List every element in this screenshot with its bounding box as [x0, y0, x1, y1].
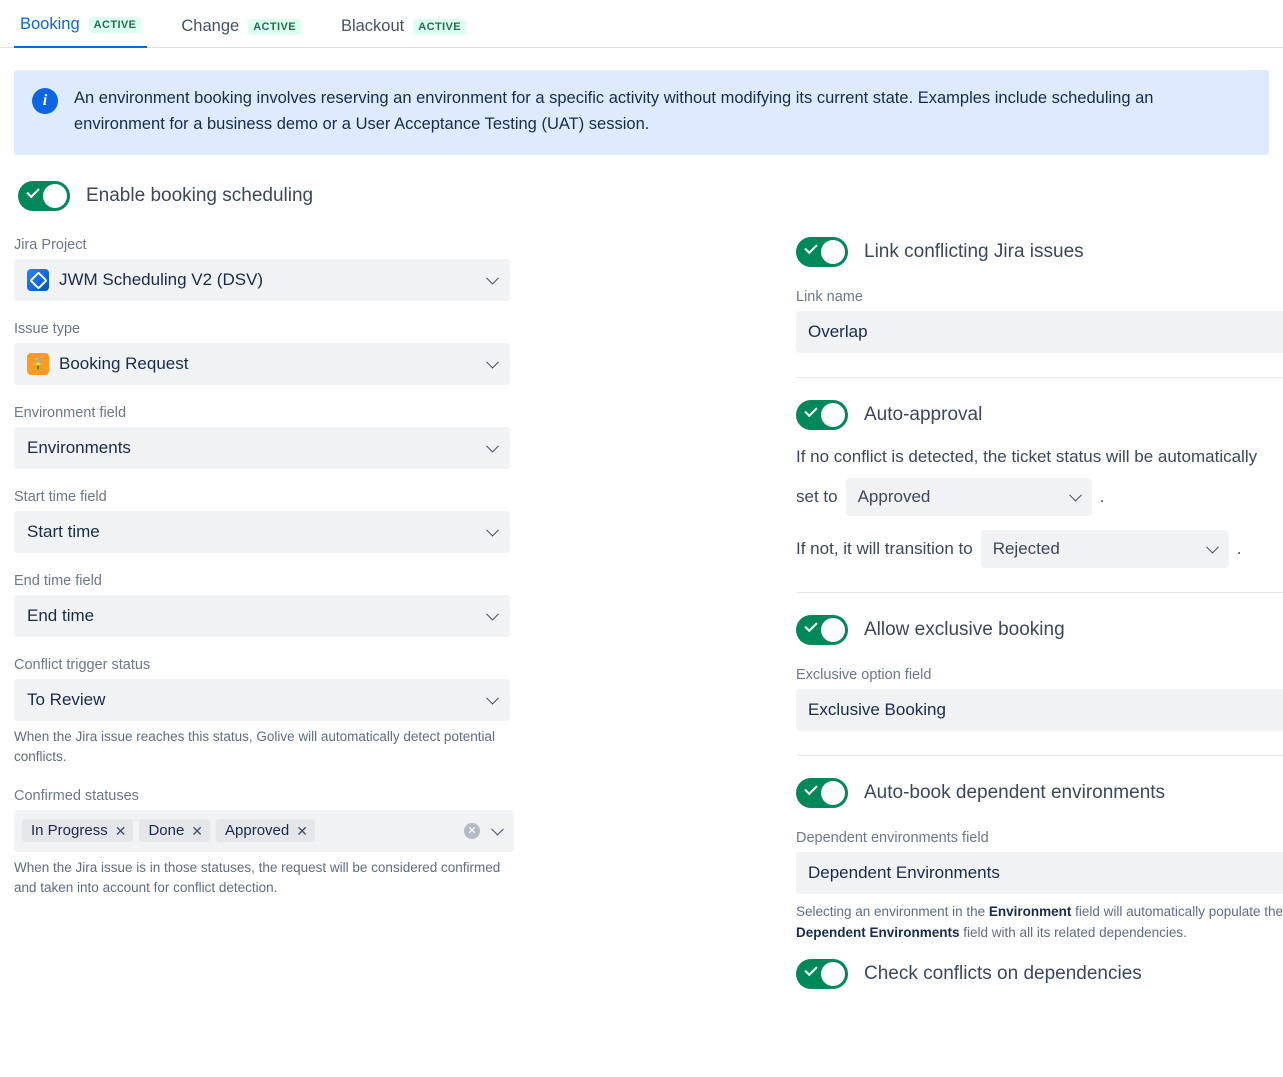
start-time-field-value: Start time: [27, 522, 100, 542]
settings-columns: [0, 237, 1283, 1009]
environment-field-select[interactable]: [14, 427, 510, 469]
confirmed-statuses-multiselect[interactable]: [14, 810, 514, 852]
chevron-down-icon: [486, 692, 499, 705]
rejected-status-select[interactable]: [981, 530, 1229, 568]
issue-type-field: [14, 321, 654, 385]
auto-approval-sentence: If no conflict is detected, the ticket status will be automatically: [796, 447, 1258, 467]
auto-approval-rejected-row: [796, 530, 1254, 568]
tab-bar: [0, 0, 1283, 48]
issue-type-value: Booking Request: [59, 354, 189, 374]
auto-approval-set-to-text: set to: [796, 486, 838, 506]
check-conflicts-label: Check conflicts on dependencies: [864, 963, 1142, 985]
left-column: [14, 237, 654, 1009]
start-time-field: [14, 489, 654, 553]
link-name-label: Link name: [796, 289, 863, 306]
dependent-environments-field-value: Dependent Environments: [808, 862, 1000, 882]
tab-booking-label: Booking: [20, 15, 80, 33]
enable-booking-label: Enable booking scheduling: [86, 185, 314, 207]
auto-book-dependent-label: Auto-book dependent environments: [864, 781, 1166, 803]
end-time-field-value: End time: [27, 606, 95, 626]
toggle-knob: [821, 781, 845, 805]
exclusive-option-field-select[interactable]: [796, 689, 1283, 731]
clear-all-icon[interactable]: ✕: [464, 823, 480, 839]
environment-field-value: Environments: [27, 438, 131, 458]
lock-icon: 🔒: [27, 353, 49, 375]
tab-booking[interactable]: [14, 15, 147, 48]
exclusive-option-field-value: Exclusive Booking: [808, 699, 946, 719]
chevron-down-icon: [486, 356, 499, 369]
tab-blackout[interactable]: [335, 17, 472, 48]
jira-project-label: Jira Project: [14, 237, 87, 254]
conflict-trigger-status-select[interactable]: [14, 679, 510, 721]
note-part-3: field with all its related dependencies.: [959, 924, 1187, 940]
check-icon: [26, 185, 39, 198]
rejected-status-value: Rejected: [992, 538, 1060, 558]
auto-approval-row: [796, 400, 1254, 430]
note-bold-dependent-environments: Dependent Environments: [796, 924, 960, 940]
info-banner: [14, 70, 1269, 155]
chevron-down-icon[interactable]: [491, 822, 504, 835]
environment-field-label: Environment field: [14, 405, 127, 422]
link-conflicting-block: [796, 237, 1254, 373]
check-icon: [804, 618, 817, 631]
exclusive-booking-label: Allow exclusive booking: [864, 618, 1065, 640]
check-icon: [804, 241, 817, 254]
end-time-field-label: End time field: [14, 573, 102, 590]
conflict-trigger-status-value: To Review: [27, 690, 106, 710]
divider: [796, 592, 1283, 593]
status-chip[interactable]: [22, 819, 133, 842]
note-part-1: Selecting an environment in the: [796, 903, 989, 919]
auto-book-dependent-block: [796, 778, 1283, 1010]
remove-chip-icon[interactable]: ✕: [114, 822, 127, 839]
period-text: .: [1236, 538, 1242, 558]
link-conflicting-toggle[interactable]: [796, 237, 848, 267]
jira-project-select[interactable]: [14, 259, 510, 301]
toggle-knob: [821, 618, 845, 642]
toggle-knob: [43, 184, 67, 208]
tab-blackout-label: Blackout: [340, 17, 405, 35]
remove-chip-icon[interactable]: ✕: [296, 822, 308, 839]
status-chip[interactable]: [216, 819, 315, 842]
environment-field: [14, 405, 654, 469]
chevron-down-icon: [486, 440, 499, 453]
auto-approval-toggle[interactable]: [796, 400, 848, 430]
chevron-down-icon: [1069, 488, 1082, 501]
confirmed-statuses-label: Confirmed statuses: [14, 787, 139, 804]
chevron-down-icon: [486, 524, 499, 537]
right-column: [654, 237, 1283, 1009]
approved-status-value: Approved: [857, 486, 931, 506]
conflict-trigger-status-label: Conflict trigger status: [14, 657, 151, 674]
check-icon: [804, 404, 817, 417]
auto-book-dependent-toggle[interactable]: [796, 778, 848, 808]
status-chip-label: Done: [148, 822, 185, 840]
jira-project-value: JWM Scheduling V2 (DSV): [59, 270, 264, 290]
chevron-down-icon: [486, 272, 499, 285]
chevron-down-icon: [1206, 540, 1219, 553]
auto-approval-approved-row: [796, 478, 1254, 516]
note-bold-environment: Environment: [988, 903, 1072, 919]
auto-approval-block: [796, 400, 1258, 588]
dependent-environments-field-select[interactable]: [796, 852, 1283, 894]
confirmed-statuses-field: [14, 788, 654, 899]
issue-type-label: Issue type: [14, 321, 81, 338]
check-icon: [804, 781, 817, 794]
divider: [796, 377, 1283, 378]
enable-booking-toggle[interactable]: [18, 181, 70, 211]
start-time-field-select[interactable]: [14, 511, 510, 553]
link-conflicting-label: Link conflicting Jira issues: [864, 241, 1084, 263]
approved-status-select[interactable]: [846, 478, 1092, 516]
link-conflicting-row: [796, 237, 1254, 267]
jira-project-icon: [27, 269, 49, 291]
conflict-trigger-status-help: When the Jira issue reaches this status, Golive will automatically detect potential conflicts.: [14, 729, 495, 765]
jira-project-field: [14, 237, 654, 301]
auto-approval-transition-text: If not, it will transition to: [796, 538, 973, 558]
exclusive-booking-row: [796, 615, 1254, 645]
toggle-knob: [821, 240, 845, 264]
enable-booking-row: [18, 181, 1283, 211]
auto-book-dependent-row: [796, 778, 1254, 808]
toggle-knob: [821, 403, 845, 427]
exclusive-option-field-label: Exclusive option field: [796, 666, 932, 683]
check-conflicts-row: [796, 959, 1254, 989]
status-chip-label: In Progress: [31, 822, 108, 840]
tab-change[interactable]: [175, 17, 307, 48]
issue-type-select[interactable]: [14, 343, 510, 385]
link-name-select[interactable]: [796, 311, 1283, 353]
period-text: .: [1099, 486, 1105, 506]
tab-blackout-badge: ACTIVE: [413, 19, 466, 35]
chevron-down-icon: [486, 608, 499, 621]
link-name-value: Overlap: [808, 322, 868, 342]
exclusive-booking-toggle[interactable]: [796, 615, 848, 645]
info-banner-text: An environment booking involves reserving an environment for a specific activity without modifying its current state. Examples include scheduling an environment for a business demo or a User Acceptance Testing (UAT) session.: [74, 89, 1154, 133]
end-time-field: [14, 573, 654, 637]
status-chip-label: Approved: [225, 822, 290, 840]
note-part-2: field will automatically populate the: [1071, 903, 1283, 919]
auto-approval-label: Auto-approval: [864, 404, 983, 426]
tab-change-badge: ACTIVE: [248, 19, 301, 35]
end-time-field-select[interactable]: [14, 595, 510, 637]
status-chip[interactable]: [139, 819, 210, 842]
dependent-environments-field-label: Dependent environments field: [796, 829, 989, 846]
start-time-field-label: Start time field: [14, 489, 107, 506]
check-conflicts-toggle[interactable]: [796, 959, 848, 989]
check-icon: [804, 963, 817, 976]
conflict-trigger-status-field: [14, 657, 654, 768]
tab-change-label: Change: [181, 17, 240, 35]
info-icon: i: [32, 88, 58, 114]
tab-booking-badge: ACTIVE: [89, 17, 142, 33]
exclusive-booking-block: [796, 615, 1254, 751]
divider: [796, 755, 1283, 756]
confirmed-statuses-help: When the Jira issue is in those statuses, the request will be considered confirmed and taken into account for conflict detection.: [14, 859, 501, 895]
toggle-knob: [821, 962, 845, 986]
remove-chip-icon[interactable]: ✕: [191, 822, 204, 839]
dependent-environments-note: [796, 902, 1283, 944]
